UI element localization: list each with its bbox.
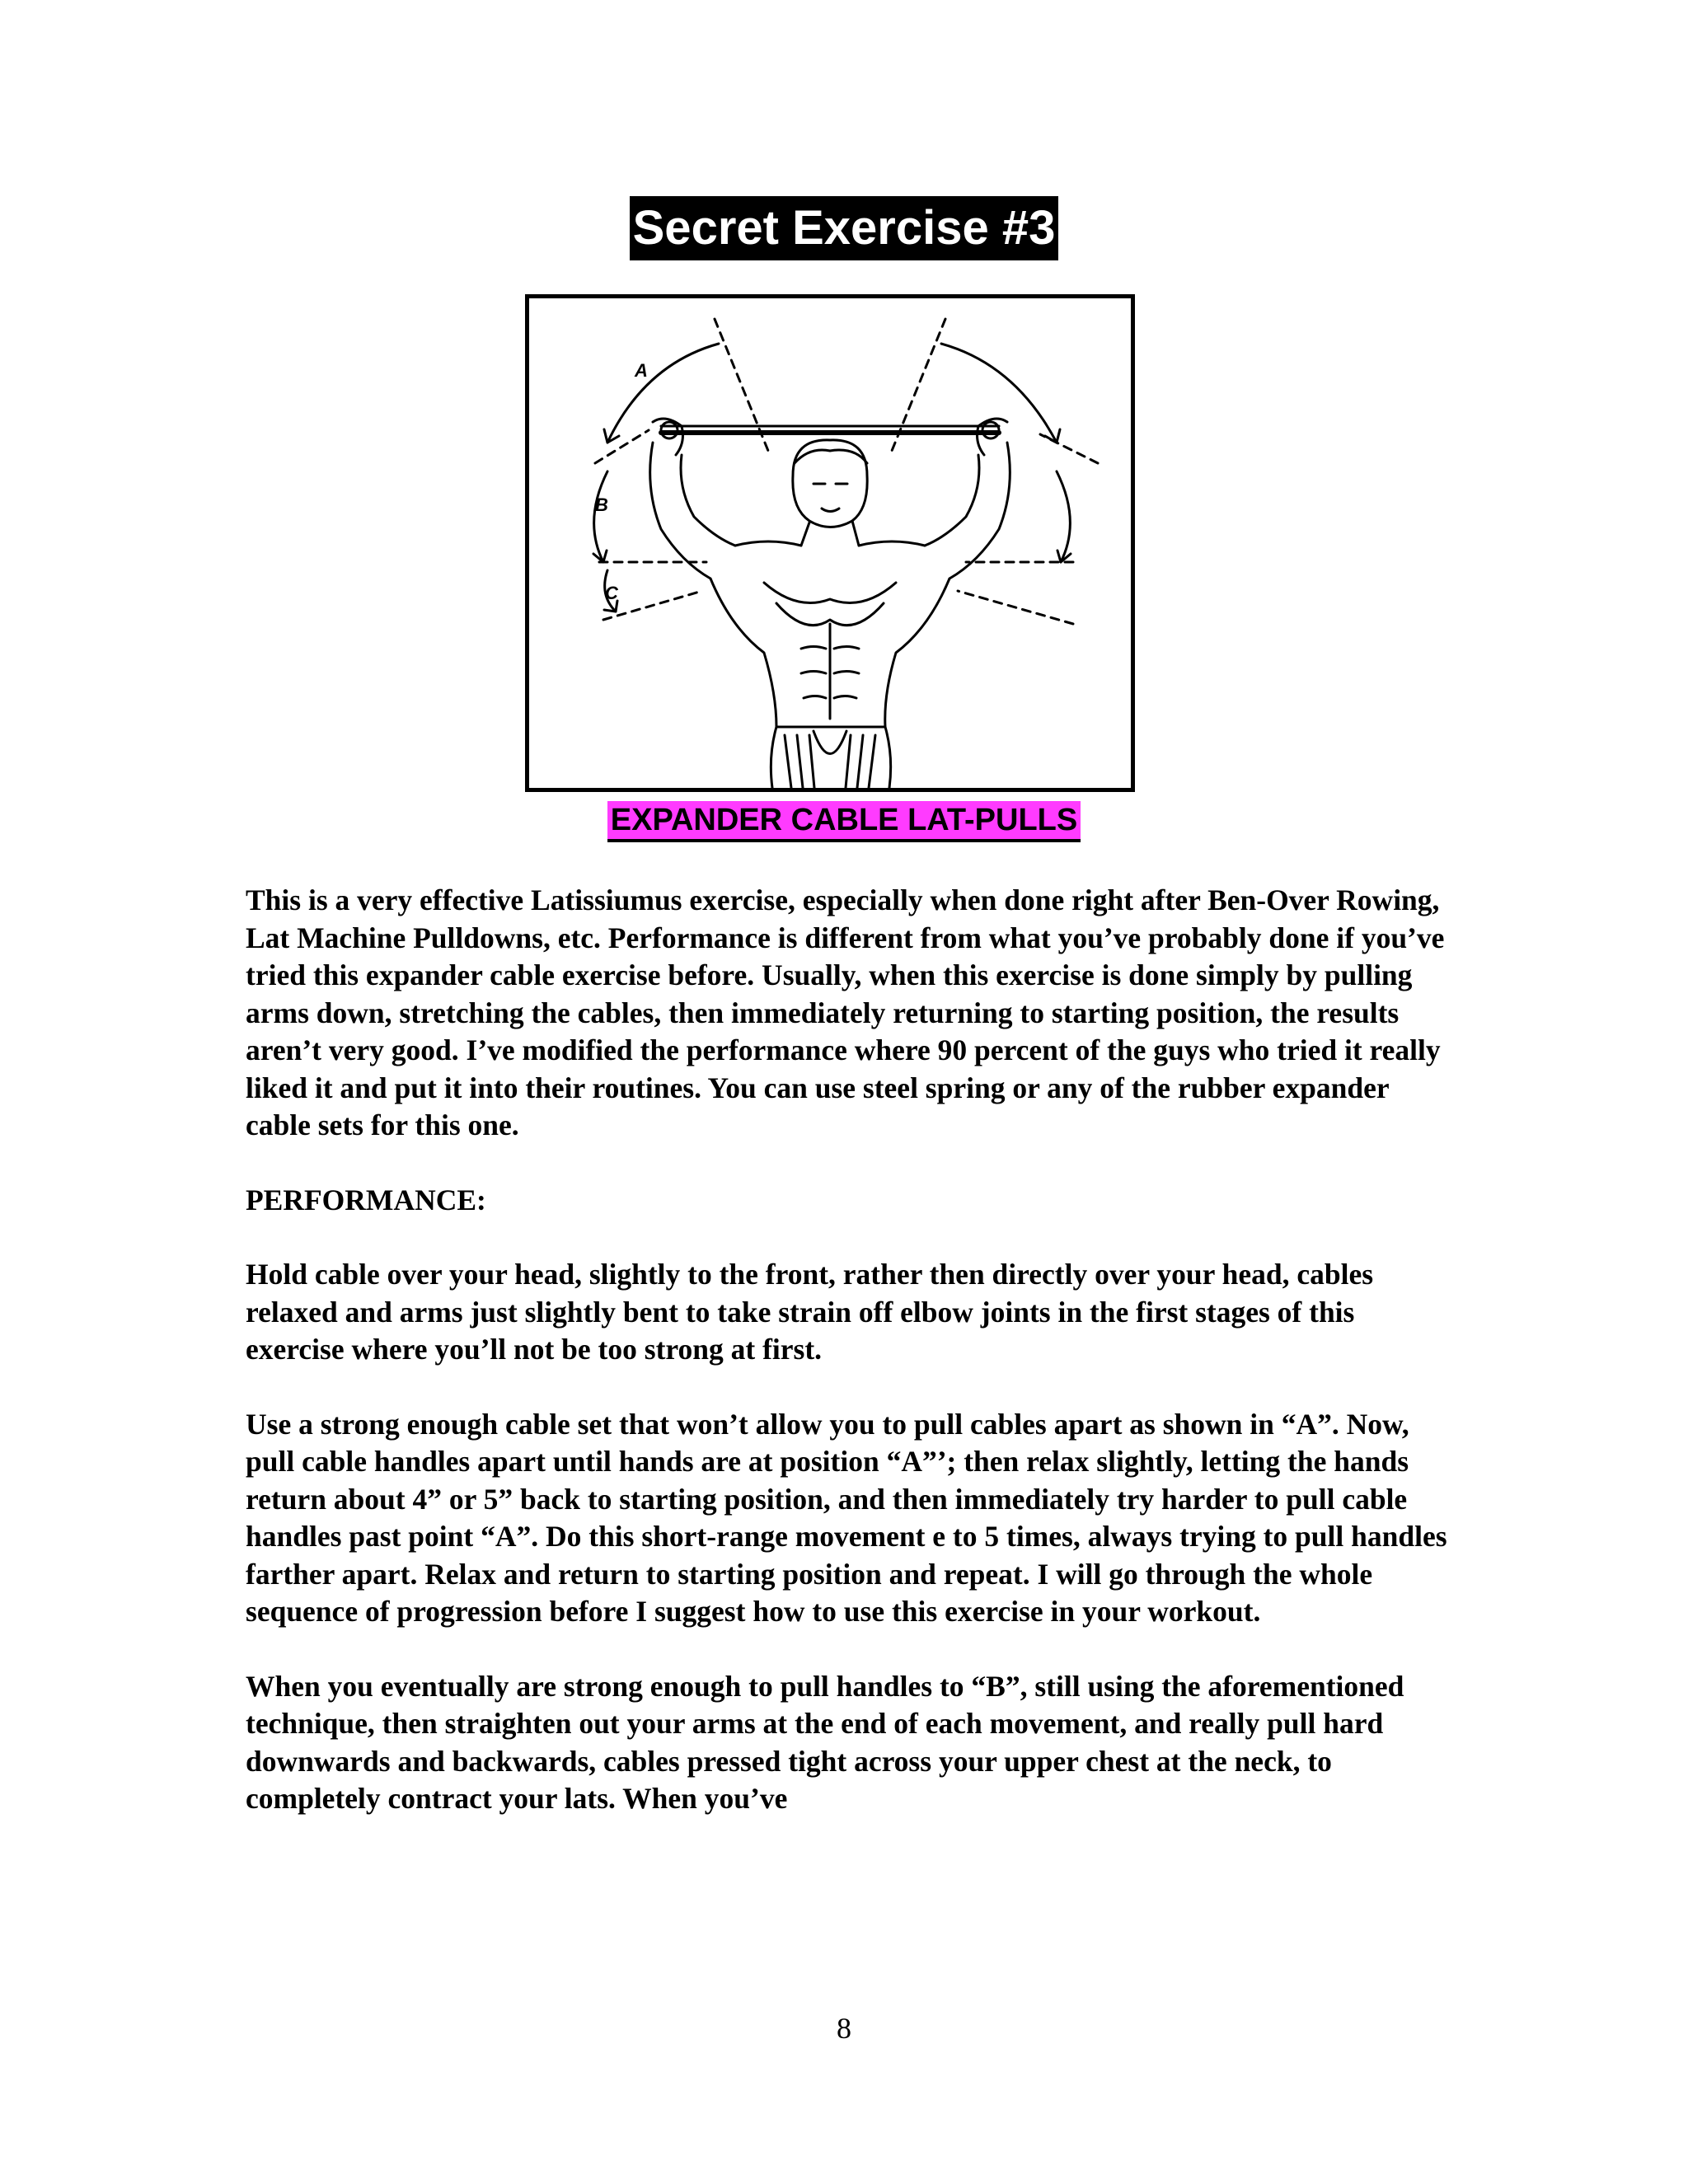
- figure-caption: EXPANDER CABLE LAT-PULLS: [607, 801, 1081, 842]
- figure-label-a: A: [635, 360, 648, 381]
- title-wrap: [0, 196, 1688, 260]
- paragraph-position-b: When you eventually are strong enough to pull handles to “B”, still using the aforementioned technique, then straighten out your arms at the end of each movement, and really pull hard downwards and backwards, cables pressed tight across your upper chest at the neck, to completely contract your lats. When you’ve: [246, 1669, 1404, 1815]
- caption-wrap: [0, 801, 1688, 842]
- figure-label-b: B: [595, 494, 608, 515]
- paragraph-intro: This is a very effective Latissiumus exercise, especially when done right after Ben-Over Rowing, Lat Machine Pulldowns, etc. Performance is different from what you’ve probably done if you’ve tried this expander cable exercise before. Usually, when this exercise is done simply by pulling arms down, stretching the cables, then immediately returning to starting position, the results aren’t very good. I’ve modified the performance where 90 percent of the guys who tried it really liked it and put it into their routines. You can use steel spring or any of the rubber expander cable sets for this one.: [246, 883, 1445, 1141]
- body-text: [246, 882, 1449, 1855]
- page-number: 8: [837, 2012, 851, 2045]
- paragraph-hold-cable: Hold cable over your head, slightly to the front, rather then directly over your head, cables relaxed and arms just slightly bent to take strain off elbow joints in the first stages of this exercise where you’ll not be too strong at first.: [246, 1258, 1374, 1366]
- figure-label-c: C: [605, 583, 618, 603]
- paragraph-cable-set: Use a strong enough cable set that won’t allow you to pull cables apart as shown in “A”. Now, pull cable handles apart until hands are at position “A”’; then relax slightly, letting the hands return about 4” or 5” back to starting position, and then immediately try harder to pull cable handles past point “A”. Do this short-range movement e to 5 times, always trying to pull handles farther apart. Relax and return to starting position and repeat. I will go through the whole sequence of progression before I suggest how to use this exercise in your workout.: [246, 1407, 1447, 1628]
- section-heading-performance: PERFORMANCE:: [246, 1183, 486, 1216]
- bodybuilder-drawing: [529, 298, 1131, 788]
- exercise-illustration: [525, 294, 1135, 792]
- page-title: Secret Exercise #3: [630, 196, 1059, 260]
